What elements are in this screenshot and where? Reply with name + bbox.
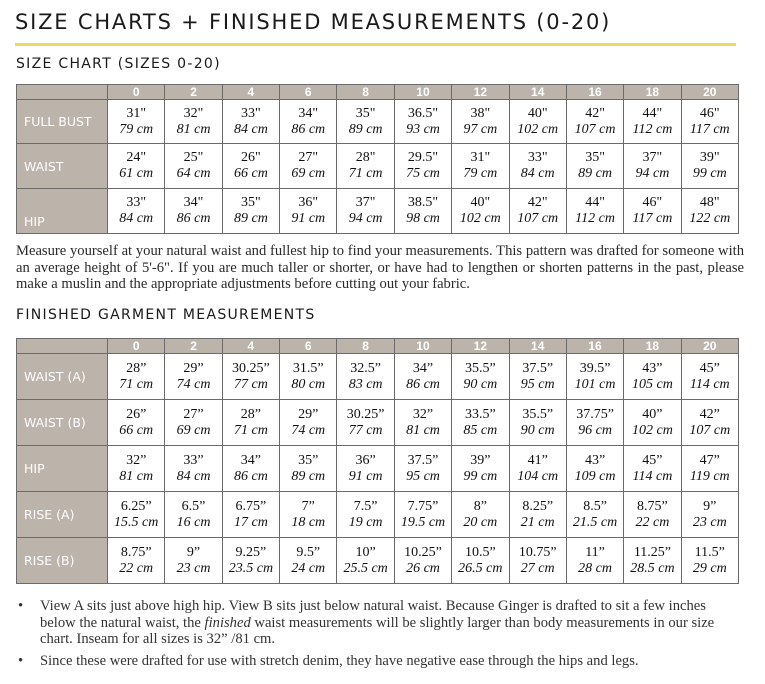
measurement-cell: 36.5" 93 cm [394,100,451,144]
measurement-cell: 10.25” 26 cm [394,538,451,584]
measurement-cell: 35” 89 cm [280,446,337,492]
measurement-cell: 8.5” 21.5 cm [566,492,623,538]
measurement-cell: 26” 66 cm [108,400,165,446]
corner-cell [17,85,108,100]
measurement-cell: 42" 107 cm [566,100,623,144]
measurement-cell: 29” 74 cm [165,354,222,400]
measurement-cell: 7.5” 19 cm [337,492,394,538]
measurement-cell: 33" 84 cm [108,189,165,234]
measurement-cell: 43” 109 cm [566,446,623,492]
measurement-cell: 32” 81 cm [394,400,451,446]
measurement-cell: 48" 122 cm [681,189,738,234]
size-chart-note: Measure yourself at your natural waist and fullest hip to find your measurements. This pattern was drafted for someone with an average height of 5'-6". If you are much taller or shorter, or have had to lengthen or shorten patterns in the past, please make a muslin and the appropriate adjustments before cutting out your fabric. [16,243,744,292]
size-header: 10 [394,85,451,100]
list-item: • Since these were drafted for use with stretch denim, they have negative ease through the hips and legs. [18,652,639,669]
table-row [17,144,739,189]
measurement-cell: 6.25” 15.5 cm [108,492,165,538]
measurement-cell: 32.5” 83 cm [337,354,394,400]
yellow-divider [15,43,736,46]
size-header: 20 [681,85,738,100]
measurement-cell: 46" 117 cm [681,100,738,144]
table-row [17,400,739,446]
measurement-cell: 35" 89 cm [222,189,279,234]
measurement-cell: 30.25” 77 cm [222,354,279,400]
measurement-cell: 6.75” 17 cm [222,492,279,538]
measurement-cell: 29.5" 75 cm [394,144,451,189]
row-label: RISE (B) [17,538,108,584]
measurement-cell: 46" 117 cm [624,189,681,234]
measurement-cell: 10.5” 26.5 cm [452,538,509,584]
measurement-cell: 29” 74 cm [280,400,337,446]
measurement-cell: 45” 114 cm [624,446,681,492]
measurement-cell: 28” 71 cm [108,354,165,400]
measurement-cell: 41” 104 cm [509,446,566,492]
bullet-icon: • [18,652,24,669]
table-row [17,100,739,144]
measurement-cell: 40” 102 cm [624,400,681,446]
measurement-cell: 33" 84 cm [222,100,279,144]
row-label: WAIST [17,144,108,189]
measurement-cell: 11.25” 28.5 cm [624,538,681,584]
measurement-cell: 40" 102 cm [452,189,509,234]
measurement-cell: 8.25” 21 cm [509,492,566,538]
measurement-cell: 8.75” 22 cm [108,538,165,584]
measurement-cell: 44" 112 cm [624,100,681,144]
bullet-icon: • [18,598,24,614]
measurement-cell: 40" 102 cm [509,100,566,144]
measurement-cell: 42" 107 cm [509,189,566,234]
measurement-cell: 37.75” 96 cm [566,400,623,446]
measurement-cell: 27" 69 cm [280,144,337,189]
measurement-cell: 27” 69 cm [165,400,222,446]
measurement-cell: 45” 114 cm [681,354,738,400]
measurement-cell: 28" 71 cm [337,144,394,189]
measurement-cell: 35" 89 cm [337,100,394,144]
measurement-cell: 36" 91 cm [280,189,337,234]
finished-measurements-table [16,338,739,584]
table-row [17,446,739,492]
measurement-cell: 43” 105 cm [624,354,681,400]
size-header: 16 [566,339,623,354]
measurement-cell: 9.25” 23.5 cm [222,538,279,584]
measurement-cell: 26" 66 cm [222,144,279,189]
measurement-cell: 11” 28 cm [566,538,623,584]
table-row [17,354,739,400]
measurement-cell: 24" 61 cm [108,144,165,189]
measurement-cell: 30.25” 77 cm [337,400,394,446]
measurement-cell: 37" 94 cm [337,189,394,234]
size-header: 4 [222,85,279,100]
row-label: WAIST (B) [17,400,108,446]
measurement-cell: 36” 91 cm [337,446,394,492]
measurement-cell: 31" 79 cm [108,100,165,144]
list-item: • View A sits just above high hip. View B sits just below natural waist. Because Ginger is drafted to sit a few inches below the natural waist, the finished waist measurements will be slightly larger than body measurements in our size chart. Inseam for all sizes is 32” /81 cm. [18,598,715,647]
measurement-cell: 35.5” 90 cm [452,354,509,400]
measurement-cell: 39" 99 cm [681,144,738,189]
finished-chart-heading: FINISHED GARMENT MEASUREMENTS [16,307,316,323]
measurement-cell: 34" 86 cm [280,100,337,144]
measurement-cell: 10.75” 27 cm [509,538,566,584]
measurement-cell: 8.75” 22 cm [624,492,681,538]
row-label: WAIST (A) [17,354,108,400]
size-header-row [17,85,739,100]
measurement-cell: 28” 71 cm [222,400,279,446]
measurement-cell: 9” 23 cm [165,538,222,584]
measurement-cell: 8” 20 cm [452,492,509,538]
measurement-cell: 38" 97 cm [452,100,509,144]
row-label: FULL BUST [17,100,108,144]
measurement-cell: 37" 94 cm [624,144,681,189]
row-label: HIP [17,189,108,234]
measurement-cell: 7” 18 cm [280,492,337,538]
measurement-cell: 34" 86 cm [165,189,222,234]
measurement-cell: 33" 84 cm [509,144,566,189]
measurement-cell: 32" 81 cm [165,100,222,144]
measurement-cell: 37.5” 95 cm [509,354,566,400]
measurement-cell: 6.5” 16 cm [165,492,222,538]
measurement-cell: 44" 112 cm [566,189,623,234]
size-header: 8 [337,85,394,100]
measurement-cell: 32” 81 cm [108,446,165,492]
table-row [17,189,739,234]
size-chart-table [16,84,739,234]
size-header: 2 [165,85,222,100]
measurement-cell: 31.5” 80 cm [280,354,337,400]
measurement-cell: 9.5” 24 cm [280,538,337,584]
size-header: 12 [452,339,509,354]
size-header: 4 [222,339,279,354]
measurement-cell: 39” 99 cm [452,446,509,492]
size-header: 8 [337,339,394,354]
size-chart-heading: SIZE CHART (SIZES 0-20) [16,56,221,72]
table-row [17,492,739,538]
size-header: 2 [165,339,222,354]
size-header: 0 [108,339,165,354]
corner-cell [17,339,108,354]
measurement-cell: 34” 86 cm [394,354,451,400]
measurement-cell: 7.75” 19.5 cm [394,492,451,538]
size-header: 6 [280,85,337,100]
size-header: 10 [394,339,451,354]
measurement-cell: 31" 79 cm [452,144,509,189]
measurement-cell: 33.5” 85 cm [452,400,509,446]
measurement-cell: 25" 64 cm [165,144,222,189]
row-label: HIP [17,446,108,492]
row-label: RISE (A) [17,492,108,538]
size-header: 0 [108,85,165,100]
measurement-cell: 42” 107 cm [681,400,738,446]
measurement-cell: 9” 23 cm [681,492,738,538]
notes-list [16,598,740,674]
measurement-cell: 11.5” 29 cm [681,538,738,584]
size-header: 14 [509,339,566,354]
size-header: 18 [624,339,681,354]
measurement-cell: 34” 86 cm [222,446,279,492]
measurement-cell: 37.5” 95 cm [394,446,451,492]
measurement-cell: 38.5" 98 cm [394,189,451,234]
measurement-cell: 10” 25.5 cm [337,538,394,584]
size-header: 18 [624,85,681,100]
size-header: 12 [452,85,509,100]
measurement-cell: 39.5” 101 cm [566,354,623,400]
size-header: 14 [509,85,566,100]
measurement-cell: 35" 89 cm [566,144,623,189]
table-row [17,538,739,584]
size-header-row [17,339,739,354]
measurement-cell: 35.5” 90 cm [509,400,566,446]
size-header: 20 [681,339,738,354]
measurement-cell: 47” 119 cm [681,446,738,492]
size-header: 16 [566,85,623,100]
measurement-cell: 33” 84 cm [165,446,222,492]
size-header: 6 [280,339,337,354]
page-title: SIZE CHARTS + FINISHED MEASUREMENTS (0-20) [15,10,612,34]
